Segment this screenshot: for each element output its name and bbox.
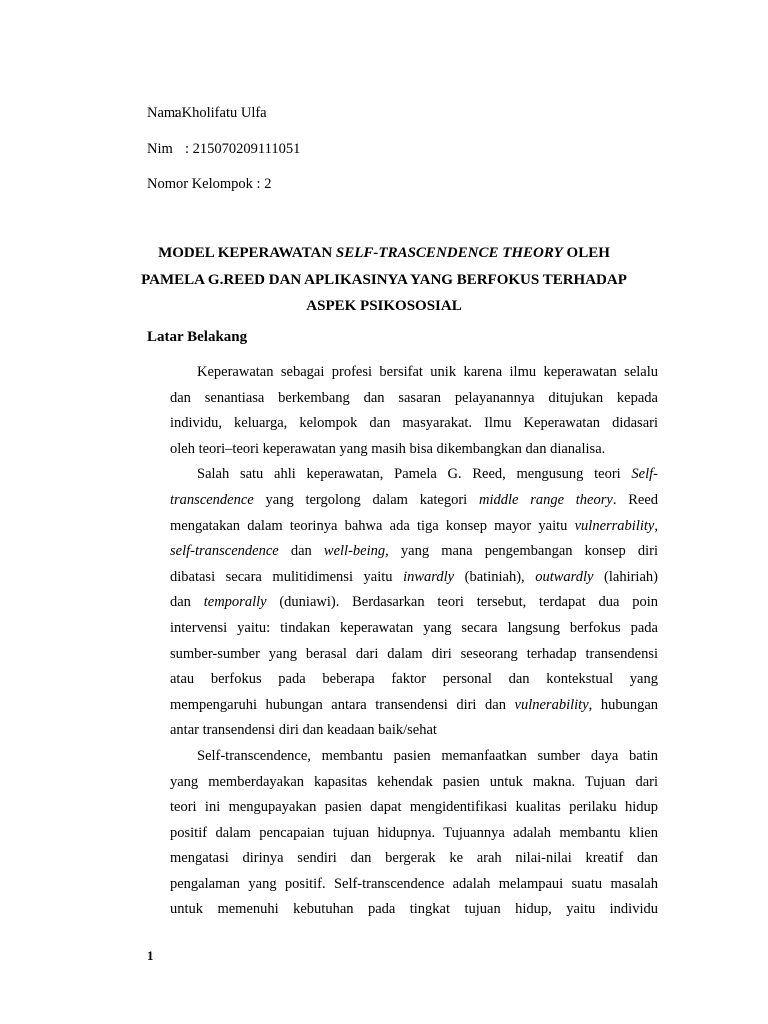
para2-line	[170, 539, 658, 565]
text-run: dibatasi secara mulitidimensi yaitu	[170, 568, 404, 585]
para2-line	[170, 590, 658, 616]
italic-run: middle range theory	[478, 491, 613, 508]
para2-line: intervensi yaitu: tindakan keperawatan yang secara langsung berfokus pada	[170, 619, 658, 636]
text-run: mempengaruhi hubungan antara transendensi diri dan	[170, 696, 515, 713]
italic-run: vulnerrability	[574, 517, 655, 534]
para2-line	[170, 514, 658, 540]
para1-line: individu, keluarga, kelompok dan masyarakat. Ilmu Keperawatan didasari	[170, 415, 658, 432]
text-run: Salah satu ahli keperawatan, Pamela G. Reed, mengusung teori	[197, 466, 632, 483]
title-line-2: PAMELA G.REED DAN APLIKASINYA YANG BERFOKUS TERHADAP	[141, 271, 627, 288]
para1-line: Keperawatan sebagai profesi bersifat unik karena ilmu keperawatan selalu	[197, 364, 658, 380]
italic-run: transcendence	[170, 491, 254, 508]
text-run: . Reed	[612, 491, 659, 508]
para2-line: atau berfokus pada beberapa faktor personal dan kontekstual yang	[170, 671, 658, 688]
para2-line	[170, 565, 658, 591]
body-text	[170, 360, 658, 923]
para3-line: Self-transcendence, membantu pasien memanfaatkan sumber daya batin	[197, 747, 658, 764]
para2-line	[170, 462, 658, 488]
nim-label: Nim	[147, 141, 173, 157]
text-run: , hubungan	[588, 696, 659, 713]
italic-run: self-transcendence	[170, 543, 279, 560]
title-line-1	[130, 240, 638, 267]
title-text: OLEH	[562, 245, 610, 261]
title-text: MODEL KEPERAWATAN	[158, 245, 336, 261]
kelompok-line: Nomor Kelompok : 2	[147, 176, 272, 192]
italic-run: inwardly	[403, 568, 455, 585]
text-run: (duniawi). Berdasarkan teori tersebut, terdapat dua poin	[266, 594, 659, 611]
para3-line: teori ini mengupayakan pasien dapat mengidentifikasi kualitas perilaku hidup	[170, 799, 658, 816]
text-run: yang mana pengembangan konsep diri	[388, 543, 658, 560]
document-title	[130, 240, 638, 320]
para2-line	[170, 488, 658, 514]
para3-line: yang memberdayakan kapasitas kehendak pasien untuk makna. Tujuan dari	[170, 773, 658, 790]
text-run: dan	[278, 543, 324, 560]
para2-line: sumber-sumber yang berasal dari dalam diri seseorang terhadap transendensi	[170, 645, 658, 662]
para3-line: positif dalam pencapaian tujuan hidupnya. Tujuannya adalah membantu klien	[170, 824, 658, 841]
nim-line	[147, 140, 300, 158]
text-run: ,	[654, 517, 658, 534]
text-run: yang tergolong dalam kategori	[253, 491, 479, 508]
text-run: mengatakan dalam teorinya bahwa ada tiga konsep mayor yaitu	[170, 517, 575, 534]
page-number: 1	[147, 948, 154, 963]
nama-line	[147, 104, 267, 122]
italic-run: temporally	[203, 594, 267, 611]
italic-run: Self-	[631, 466, 658, 483]
para3-line: untuk memenuhi kebutuhan pada tingkat tujuan hidup, yaitu individu	[170, 901, 658, 918]
para2-line: antar transendensi diri dan keadaan baik/sehat	[170, 722, 437, 739]
italic-run: vulnerability	[514, 696, 589, 713]
text-run: (lahiriah)	[593, 568, 658, 585]
nama-value: : Kholifatu Ulfa	[174, 105, 267, 121]
title-line-3: ASPEK PSIKOSOSIAL	[306, 298, 462, 314]
text-run: (batiniah),	[454, 568, 536, 585]
nim-value: : 215070209111051	[185, 141, 301, 157]
para1-line: oleh teori–teori keperawatan yang masih bisa dikembangkan dan dianalisa.	[170, 440, 606, 457]
nama-label: Nama	[147, 105, 182, 121]
para3-line: mengatasi dirinya sendiri dan bergerak ke arah nilai-nilai kreatif dan	[170, 850, 658, 867]
para2-line	[170, 693, 658, 719]
title-italic: SELF-TRASCENDENCE THEORY	[335, 245, 563, 261]
italic-run: well-being,	[323, 543, 389, 560]
section-heading: Latar Belakang	[147, 329, 248, 345]
italic-run: outwardly	[535, 568, 594, 585]
text-run: dan	[170, 594, 204, 611]
para3-line: pengalaman yang positif. Self-transcendence adalah melampaui suatu masalah	[170, 875, 658, 892]
para1-line: dan senantiasa berkembang dan sasaran pelayanannya ditujukan kepada	[170, 389, 658, 406]
